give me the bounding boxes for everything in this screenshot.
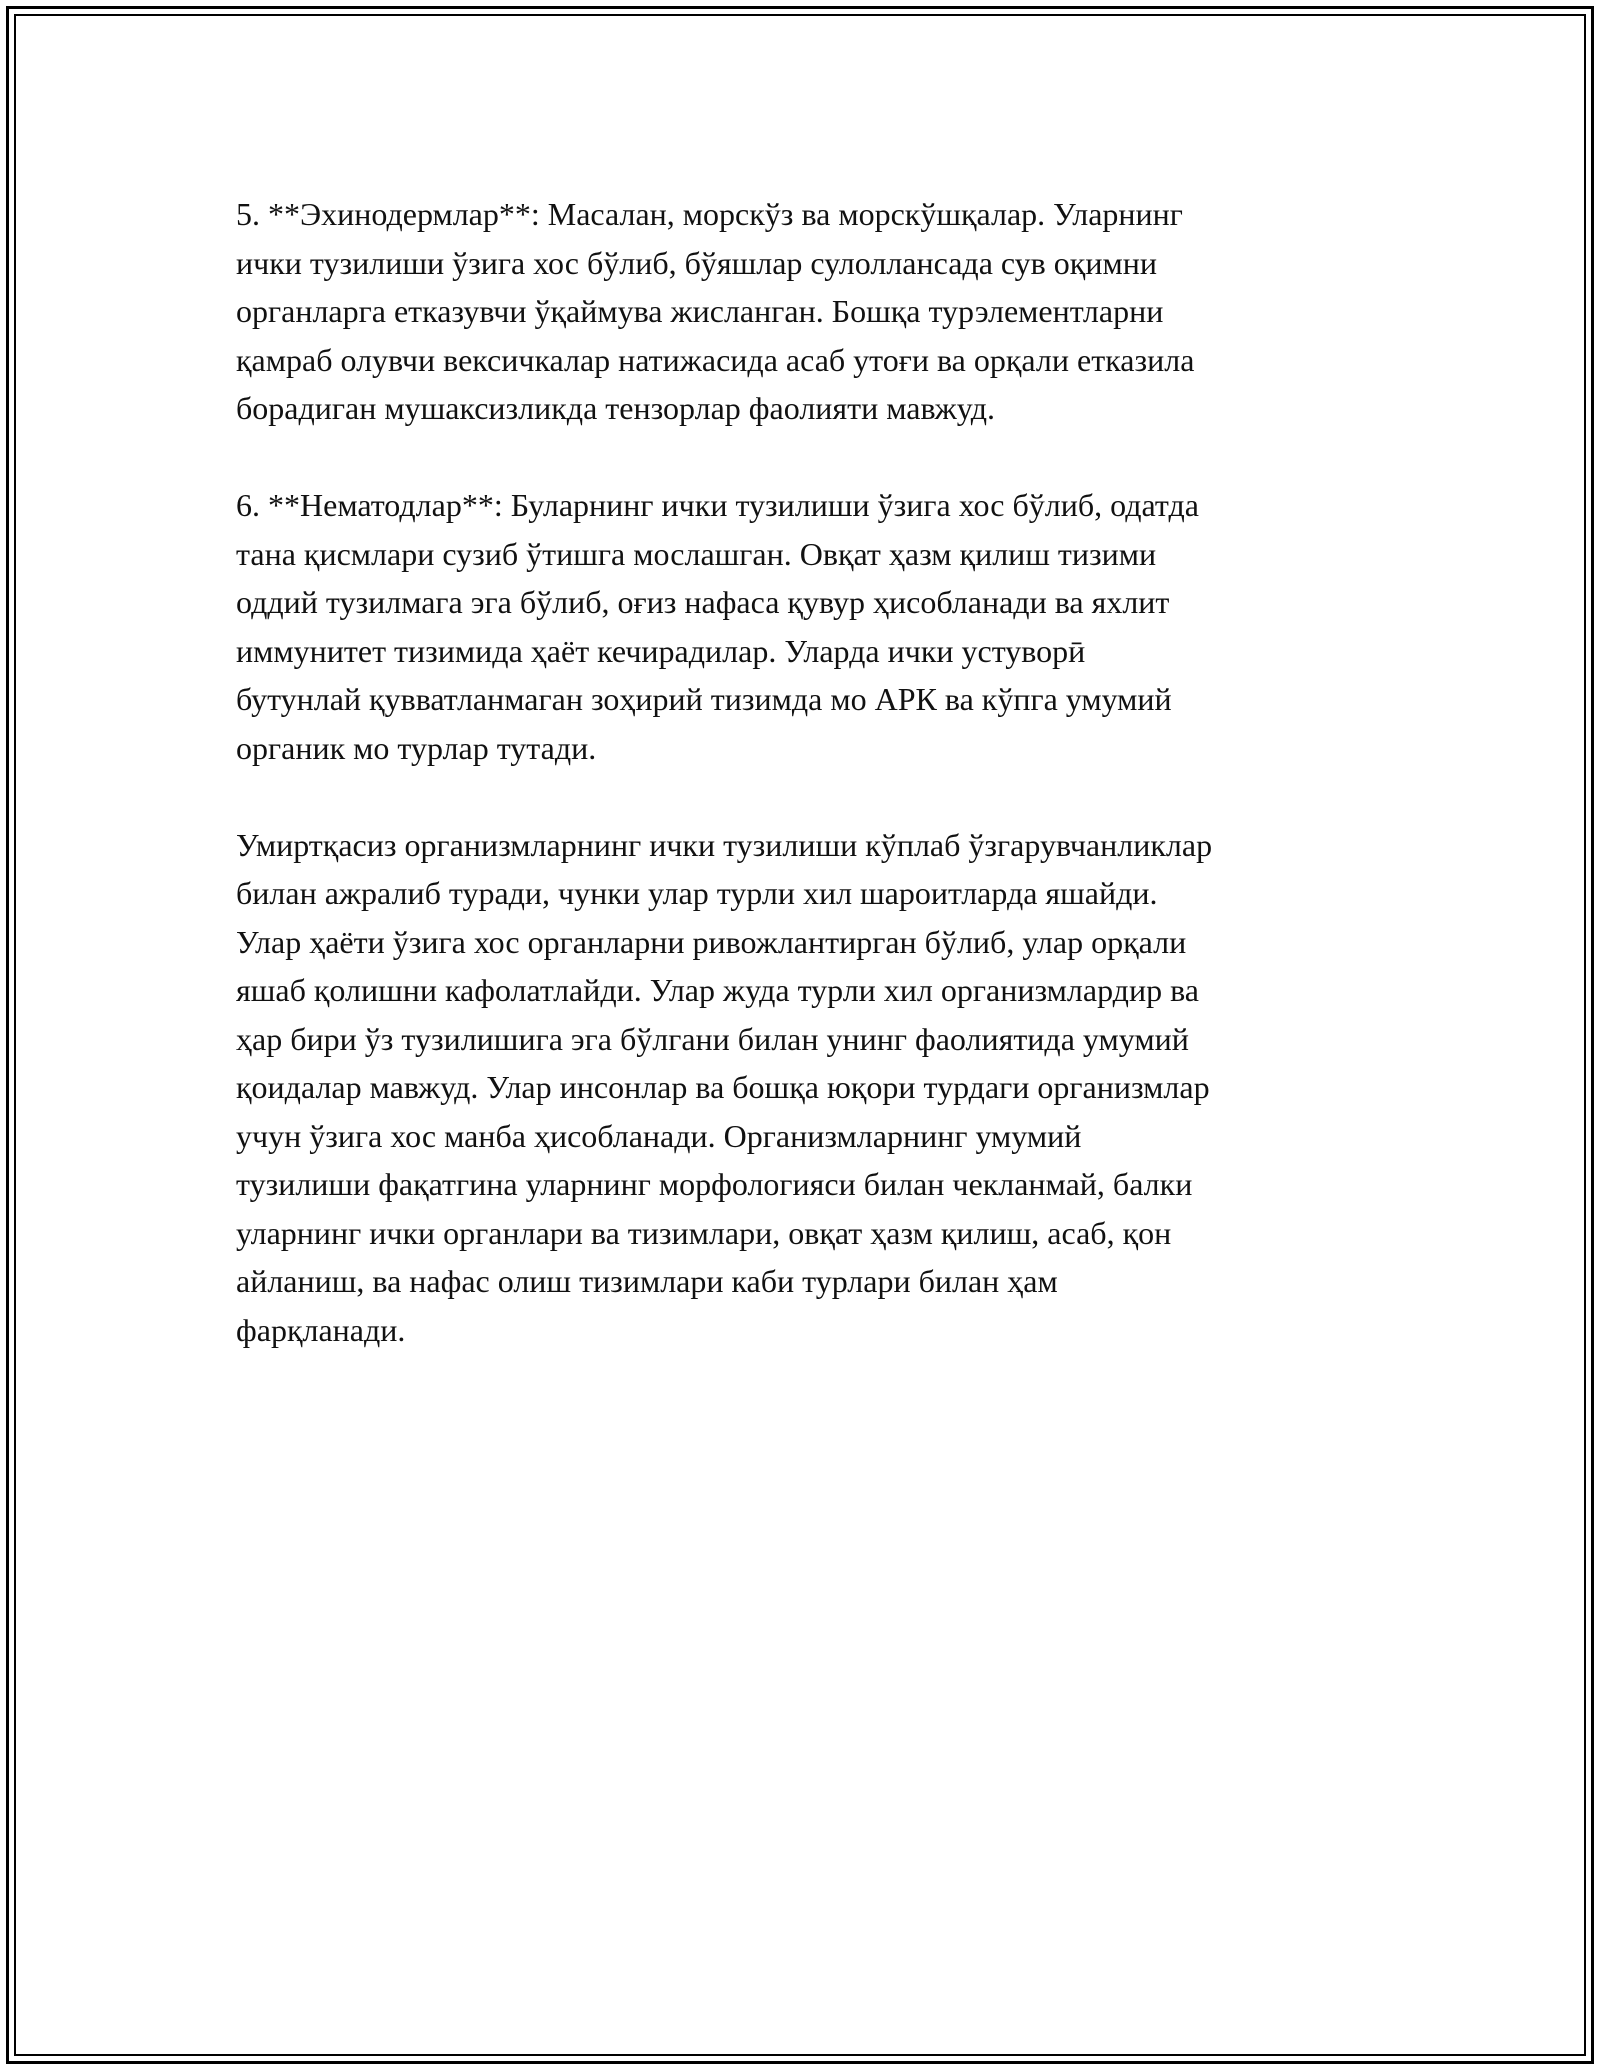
text-line: органларга етказувчи ўқаймува жисланган. Бошқа турэлементларни (236, 293, 1164, 329)
paragraph-conclusion (236, 821, 1376, 1355)
document-body (236, 190, 1376, 1403)
text-line: 6. **Нематодлар**: Буларнинг ички тузилиши ўзига хос бўлиб, одатда (236, 487, 1199, 523)
text-line: тана қисмлари сузиб ўтишга мослашган. Овқат ҳазм қилиш тизими (236, 535, 1157, 572)
text-line: яшаб қолишни кафолатлайди. Улар жуда турли хил организмлардир ва (236, 972, 1199, 1008)
text-line: оддий тузилмага эга бўлиб, оғиз нафаса қувур ҳисобланади ва яхлит (236, 584, 1170, 620)
text-line: ички тузилиши ўзига хос бўлиб, бўяшлар сулоллансада сув оқимни (236, 244, 1157, 281)
text-line: органик мо турлар тутади. (236, 729, 597, 766)
text-line: иммунитет тизимида ҳаёт кечирадилар. Уларда ички устуворӣ (236, 632, 1086, 669)
text-line: қоидалар мавжуд. Улар инсонлар ва бошқа юқори турдаги организмлар (236, 1069, 1210, 1105)
text-line: фарқланади. (236, 1311, 406, 1348)
text-line: билан ажралиб туради, чунки улар турли хил шароитларда яшайди. (236, 875, 1158, 911)
text-line: 5. **Эхинодермлар**: Масалан, морскўз ва морскўшқалар. Уларнинг (236, 196, 1183, 232)
paragraph-echinoderms (236, 190, 1376, 433)
paragraph-nematodes (236, 481, 1376, 772)
text-line: учун ўзига хос манба ҳисобланади. Организмларнинг умумий (236, 1117, 1082, 1154)
text-line: уларнинг ички органлари ва тизимлари, овқат ҳазм қилиш, асаб, қон (236, 1214, 1172, 1251)
text-line: Умиртқасиз организмларнинг ички тузилиши кўплаб ўзгарувчанликлар (236, 826, 1213, 863)
text-line: тузилиши фақатгина уларнинг морфологияси билан чекланмай, балки (236, 1166, 1193, 1202)
text-line: ҳар бири ўз тузилишига эга бўлгани билан унинг фаолиятида умумий (236, 1020, 1189, 1057)
text-line: қамраб олувчи вексичкалар натижасида асаб утоғи ва орқали етказила (236, 341, 1195, 378)
text-line: айланиш, ва нафас олиш тизимлари каби турлари билан ҳам (236, 1263, 1058, 1299)
text-line: бутунлай қувватланмаган зоҳирий тизимда мо АРК ва кўпга умумий (236, 681, 1172, 717)
text-line: Улар ҳаёти ўзига хос органларни ривожлантирган бўлиб, улар орқали (236, 923, 1187, 960)
text-line: борадиган мушаксизликда тензорлар фаолияти мавжуд. (236, 390, 996, 426)
